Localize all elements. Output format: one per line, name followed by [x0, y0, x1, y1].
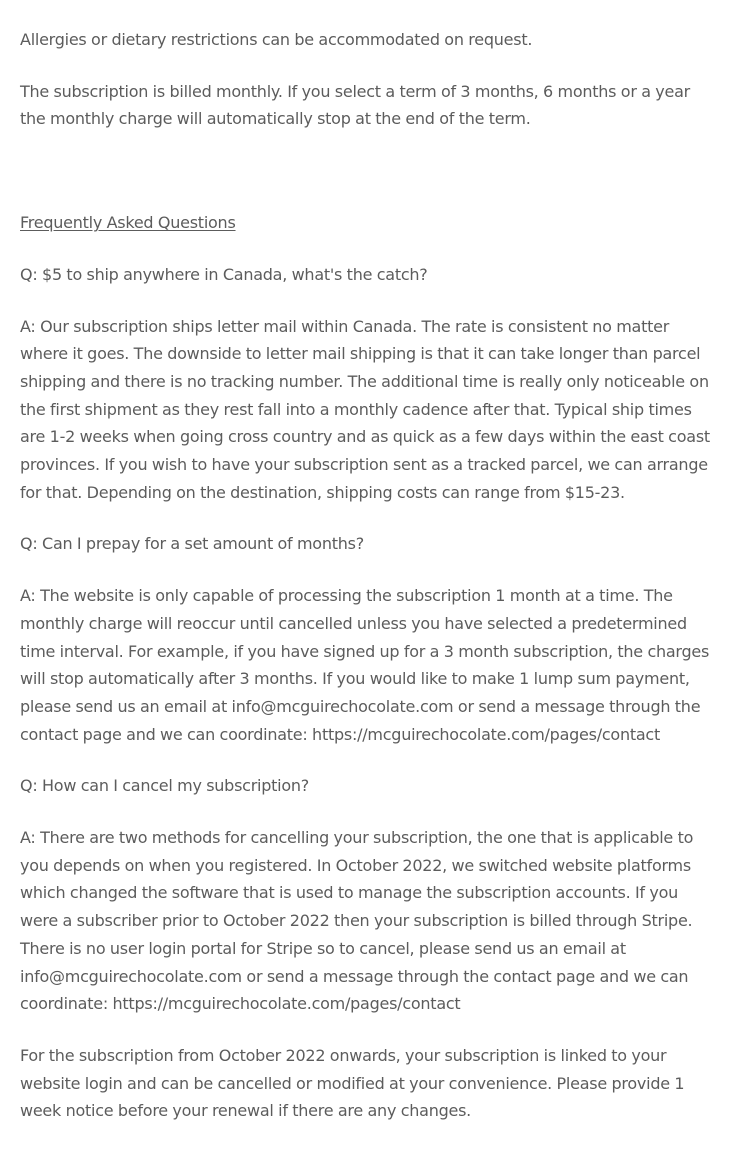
faq-answer-continued: For the subscription from October 2022 onwards, your subscription is linked to your website login and can be cancelled or modified at your convenience. Please provide 1 week notice before your renewal if there are any changes.	[20, 1045, 685, 1121]
billing-note: The subscription is billed monthly. If you select a term of 3 months, 6 months or a year the monthly charge will automatically stop at the end of the term.	[20, 81, 690, 129]
allergies-note: Allergies or dietary restrictions can be accommodated on request.	[20, 30, 533, 49]
faq-question: Q: Can I prepay for a set amount of months?	[20, 534, 364, 554]
faq-heading: Frequently Asked Questions	[20, 213, 236, 233]
page-content	[20, 26, 712, 1149]
faq-answer: A: There are two methods for cancelling your subscription, the one that is applicable to you depends on when you registered. In October 2022, we switched website platforms which changed the software that is used to manage the subscription accounts. If you were a subscriber prior to October 2022 then your subscription is billed through Stripe. There is no user login portal for Stripe so to cancel, please send us an email at info@mcguirechocolate.com or send a message through the contact page and we can coordinate: https://mcguirechocolate.com/pages/contact	[20, 828, 694, 1014]
faq-question: Q: How can I cancel my subscription?	[20, 776, 310, 796]
faq-answer: A: Our subscription ships letter mail within Canada. The rate is consistent no matter where it goes. The downside to letter mail shipping is that it can take longer than parcel shipping and there is no tracking number. The additional time is really only noticeable on the first shipment as they rest fall into a monthly cadence after that. Typical ship times are 1-2 weeks when going cross country and as quick as a few days within the east coast provinces. If you wish to have your subscription sent as a tracked parcel, we can arrange for that. Depending on the destination, shipping costs can range from $15-23.	[20, 316, 710, 502]
faq-question: Q: $5 to ship anywhere in Canada, what's the catch?	[20, 264, 428, 284]
section-spacer	[20, 157, 712, 209]
faq-answer: A: The website is only capable of processing the subscription 1 month at a time. The monthly charge will reoccur until cancelled unless you have selected a predetermined time interval. For example, if you have signed up for a 3 month subscription, the charges will stop automatically after 3 months. If you would like to make 1 lump sum payment, please send us an email at info@mcguirechocolate.com or send a message through the contact page and we can coordinate: https://mcguirechocolate.com/pages/contact	[20, 586, 710, 744]
